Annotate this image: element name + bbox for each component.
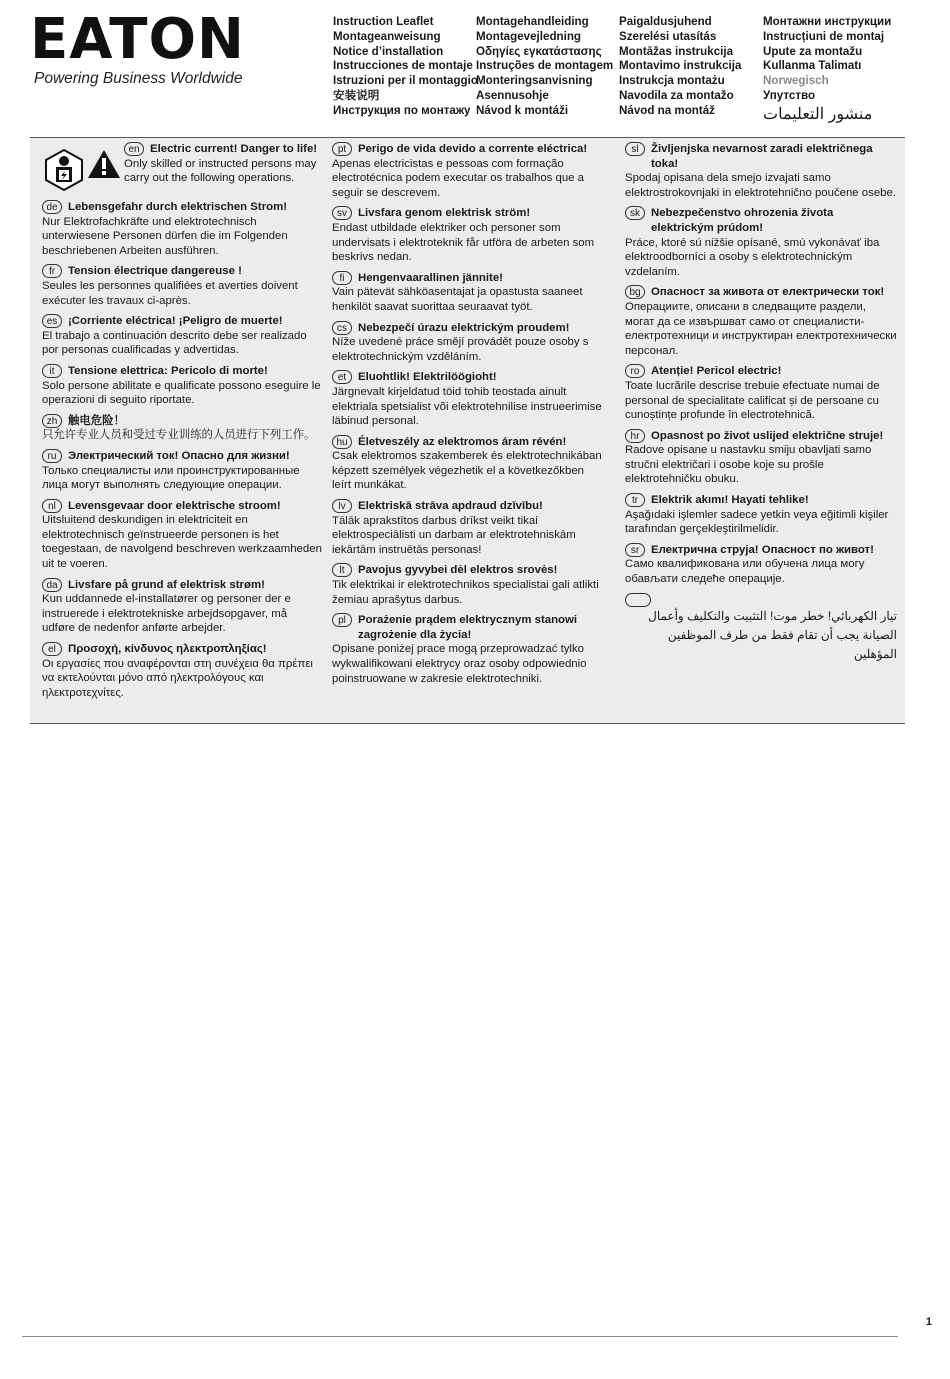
language-code-badge: lt [332, 563, 352, 577]
warning-heading [124, 142, 322, 157]
warning-title: Življenjska nevarnost zaradi električnega toka! [651, 143, 873, 170]
language-title: Návod k montáži [476, 103, 569, 117]
warning-heading [332, 142, 602, 157]
warning-section-pl [332, 613, 602, 686]
warning-panel [30, 137, 905, 724]
language-title: Montagehandleiding [476, 15, 589, 28]
warning-text: Tālāk aprakstītos darbus drīkst veikt tikai elektrospeciālisti un darbam ar elektrotehniskām iekārtām instruētās personas! [332, 514, 576, 556]
language-code-badge: da [42, 578, 62, 592]
language-title: Istruzioni per il montaggio [333, 74, 478, 88]
warning-title: Nebezpečí úrazu elektrickým proudem! [358, 321, 570, 334]
warning-heading [42, 264, 322, 279]
language-code-badge: sl [625, 142, 645, 156]
language-code-badge: hu [332, 435, 352, 449]
language-title: Upute za montažu [763, 44, 863, 58]
language-code-badge: fr [42, 264, 62, 278]
warning-title: Tension électrique dangereuse ! [68, 265, 242, 278]
language-code-badge: zh [42, 414, 62, 428]
warning-title: 触电危险！ [68, 414, 125, 427]
warning-text: Solo persone abilitate e qualificate possono eseguire le operazioni di seguito riportate. [42, 379, 321, 407]
warning-heading [42, 314, 322, 329]
warning-title: Atenție! Pericol electric! [651, 365, 782, 378]
warning-heading [332, 613, 602, 642]
warning-section-sv [332, 206, 602, 264]
warning-text: Только специалисты или проинструктированные лица могут выполнять следующие операции. [42, 464, 300, 492]
language-title: Navodila za montažo [619, 88, 734, 102]
warning-text: Práce, ktoré sú nižšie opísané, smú vykonávať iba elektroodborníci a osoby s elektrotechnickým vzdelaním. [625, 236, 880, 278]
warning-heading [42, 364, 322, 379]
warning-title: Életveszély az elektromos áram révén! [358, 435, 567, 448]
warning-title: Pavojus gyvybei dėl elektros srovės! [358, 564, 558, 577]
warning-heading [332, 321, 602, 336]
language-code-badge: pl [332, 613, 352, 627]
warning-title: Perigo de vida devido a corrente eléctrica! [358, 143, 588, 155]
warning-title: Electric current! Danger to life! [150, 143, 318, 155]
warning-column-3 [625, 142, 897, 670]
language-title: 安装说明 [333, 88, 380, 102]
language-title: منشور التعليمات [763, 105, 873, 123]
language-code-badge: sr [625, 543, 645, 557]
warning-text: Kun uddannede el-installatører og personer der e instruerede i elektrotekniske arbejdsopgaver, må udføre de nedenfor anførte arbejder. [42, 593, 291, 635]
title-column-3 [619, 15, 741, 119]
warning-heading [42, 499, 322, 514]
warning-heading [332, 206, 602, 221]
warning-section-ar [625, 593, 897, 664]
warning-heading [42, 642, 322, 657]
warning-section-sl [625, 142, 897, 200]
language-title: Instrukcja montażu [619, 74, 725, 88]
warning-heading [625, 593, 897, 607]
language-title: Монтажни инструкции [763, 15, 892, 28]
language-code-badge: sk [625, 206, 645, 220]
language-code-badge: it [42, 364, 62, 378]
warning-title: Eluohtlik! Elektrilöögioht! [358, 371, 497, 384]
warning-title: Porażenie prądem elektrycznym stanowi zagrożenie dla życia! [358, 614, 578, 641]
language-title: Instrucciones de montaje [333, 59, 473, 73]
language-title: Οδηγίες εγκατάστασης [476, 44, 602, 58]
warning-section-el [42, 642, 322, 700]
language-code-badge: tr [625, 493, 645, 507]
language-code-badge: el [42, 642, 62, 656]
warning-text: Οι εργασίες που αναφέρονται στη συνέχεια θα πρέπει να εκτελούνται μόνο από ηλεκτρολόγους και ηλεκτροτεχνίτες. [42, 657, 313, 699]
warning-column-1 [42, 142, 322, 706]
warning-section-bg [625, 285, 897, 358]
language-code-badge: nl [42, 499, 62, 513]
warning-text: Apenas electricistas e pessoas com formação electrotécnica podem executar os trabalhos que a seguir se descrevem. [332, 157, 585, 199]
warning-section-et [332, 370, 602, 428]
warning-first-text [124, 142, 322, 194]
warning-section-hr [625, 429, 897, 487]
language-code-badge: pt [332, 142, 352, 156]
language-title: Montavimo instrukcija [619, 59, 742, 73]
warning-text: Csak elektromos szakemberek és elektrotechnikában képzett személyek végezhetik el a következőkben leírt munkákat. [332, 450, 602, 492]
title-column-1 [333, 15, 478, 119]
warning-section-it [42, 364, 322, 408]
warning-section-es [42, 314, 322, 358]
warning-text: Tik elektrikai ir elektrotechnikos specialistai gali atlikti žemiau aprašytus darbus. [332, 579, 599, 606]
warning-text: Aşağıdaki işlemler sadece yetkin veya eğitimli kişiler tarafından gerçekleştirilmelidir. [625, 508, 889, 536]
warning-heading [42, 414, 322, 429]
warning-section-ro [625, 364, 897, 422]
warning-heading [625, 364, 897, 379]
warning-title: Tensione elettrica: Pericolo di morte! [68, 364, 268, 377]
warning-column-2 [332, 142, 602, 692]
warning-section-tr [625, 493, 897, 537]
warning-heading [332, 499, 602, 514]
warning-text: Endast utbildade elektriker och personer som undervisats i elektroteknik får utföra de arbeten som beskrivs nedan. [332, 221, 595, 264]
warning-heading [42, 578, 322, 593]
language-title: Instruções de montagem [476, 59, 614, 73]
warning-text: Vain pätevät sähköasentajat ja opastusta saaneet henkilöt saavat suorittaa seuraavat työt. [332, 286, 583, 313]
warning-heading [332, 370, 602, 385]
warning-title: Lebensgefahr durch elektrischen Strom! [68, 201, 288, 213]
warning-section-sk [625, 206, 897, 279]
qualified-person-icon [42, 148, 86, 192]
warning-first-block [42, 142, 322, 194]
title-column-2 [476, 15, 613, 119]
warning-section-fi [332, 271, 602, 315]
warning-heading [625, 142, 897, 171]
warning-title: Livsfare på grund af elektrisk strøm! [68, 578, 265, 591]
warning-text: Opisane poniżej prace mogą przeprowadzać tylko wykwalifikowani elektrycy oraz osoby odpowiednio poinstruowane w zakresie elektrotechniki. [332, 643, 587, 685]
warning-title: Опасност за живота от електрически ток! [651, 286, 885, 299]
warning-text: Операциите, описани в следващите раздели, могат да се извършват само от специалисти-електротехници и инструктиран електротехнически персонал. [625, 300, 897, 357]
language-title: Instruction Leaflet [333, 15, 434, 28]
warning-heading [332, 563, 602, 578]
warning-section-ru [42, 449, 322, 493]
language-code-badge: lv [332, 499, 352, 513]
warning-text: Nur Elektrofachkräfte und elektrotechnisch unterwiesene Personen dürfen die im Folgenden beschriebenen Arbeiten ausführen. [42, 215, 288, 257]
warning-section-hu [332, 435, 602, 493]
language-title: Szerelési utasítás [619, 29, 717, 43]
warning-text: Seules les personnes qualifiées et averties doivent exécuter les travaux ci-après. [42, 279, 298, 307]
warning-section-fr [42, 264, 322, 308]
language-code-badge: es [42, 314, 62, 328]
warning-section-cs [332, 321, 602, 365]
language-code-badge: de [42, 200, 62, 214]
language-title: Montagevejledning [476, 29, 581, 43]
warning-heading [625, 543, 897, 558]
page-number: 1 [925, 1316, 932, 1328]
warning-heading [625, 285, 897, 300]
language-title: Monteringsanvisning [476, 74, 593, 88]
warning-title: Електрична струја! Опасност по живот! [651, 543, 874, 556]
warning-text: Only skilled or instructed persons may carry out the following operations. [124, 157, 317, 185]
language-title: Упутство [763, 88, 816, 102]
warning-text: Radove opisane u nastavku smiju obavljati samo stručni električari i osobe koje su prošle elektrotehničku obuku. [625, 444, 872, 486]
warning-heading [42, 200, 322, 215]
warning-heading [42, 449, 322, 464]
warning-text: Toate lucrările descrise trebuie efectuate numai de personal de specialitate calificat și de persoane cu cunoștințe profunde în electrotehnică. [625, 379, 880, 422]
warning-title: ¡Corriente eléctrica! ¡Peligro de muerte! [68, 315, 283, 328]
language-title: Инструкция по монтажу [333, 103, 471, 117]
warning-text: 只允许专业人员和受过专业训练的人员进行下列工作。 [42, 429, 316, 442]
language-title: Kullanma Talimatı [763, 59, 862, 73]
warning-title: Elektriskā strāva apdraud dzīvību! [358, 500, 543, 513]
warning-heading [332, 271, 602, 286]
warning-section-da [42, 578, 322, 636]
warning-section-nl [42, 499, 322, 572]
footer-rule [22, 1336, 898, 1337]
language-title: Paigaldusjuhend [619, 15, 712, 28]
warning-icons [42, 142, 124, 194]
language-code-badge: bg [625, 285, 645, 299]
language-title: Návod na montáž [619, 103, 715, 117]
language-code-badge: ru [42, 449, 62, 463]
warning-text: Níže uvedené práce smějí provádět pouze osoby s elektrotechnickým vzděláním. [332, 336, 589, 363]
warning-title: Hengenvaarallinen jännite! [358, 271, 503, 284]
language-title: Notice d’installation [333, 44, 444, 58]
warning-text: تيار الكهربائي! خطر موت! التثبيت والتكليف وأعمال الصيانة يجب أن تقام فقط من طرف الموظفين المؤهلين [648, 608, 897, 661]
danger-triangle-icon [86, 148, 122, 180]
logo-wordmark: EATON [30, 7, 245, 72]
warning-text: Järgnevalt kirjeldatud töid tohib teostada ainult elektriala spetsialist või elektrotehnilise instrueerimise läbinud personal. [332, 385, 602, 428]
warning-title: Προσοχή, κίνδυνος ηλεκτροπληξίας! [68, 643, 267, 656]
warning-text: El trabajo a continuación descrito debe ser realizado por personas cualificadas y advertidas. [42, 329, 307, 357]
warning-title: Elektrik akımı! Hayati tehlike! [651, 494, 809, 507]
language-title: Montāžas instrukcija [619, 44, 734, 58]
warning-section-pt [332, 142, 602, 200]
warning-title: Opasnost po život uslijed električne struje! [651, 429, 884, 442]
language-title: Montageanweisung [333, 29, 441, 43]
warning-heading [625, 429, 897, 444]
warning-text: Spodaj opisana dela smejo izvajati samo elektrostrokovnjaki in elektrotehnično poučene osebe. [625, 172, 897, 199]
language-title: Instrucțiuni de montaj [763, 29, 885, 43]
warning-section-lv [332, 499, 602, 557]
language-code-badge: fi [332, 271, 352, 285]
warning-section-en [42, 142, 322, 194]
warning-section-de [42, 200, 322, 258]
warning-section-lt [332, 563, 602, 607]
warning-title: Livsfara genom elektrisk ström! [358, 207, 531, 220]
title-column-4 [763, 15, 891, 124]
language-code-badge: cs [332, 321, 352, 335]
warning-title: Nebezpečenstvo ohrozenia života elektrickým prúdom! [651, 207, 834, 234]
warning-text: Uitsluitend deskundigen in elektriciteit en elektrotechnisch geïnstrueerde personen is het toegestaan, de navolgend beschreven werkzaamheden uit te voeren. [42, 514, 322, 571]
language-title: Asennusohje [476, 88, 549, 102]
language-code-badge: sv [332, 206, 352, 220]
warning-heading [625, 493, 897, 508]
warning-section-zh [42, 414, 322, 443]
language-code-badge [625, 593, 651, 607]
warning-heading [625, 206, 897, 235]
language-code-badge: et [332, 370, 352, 384]
warning-section-sr [625, 543, 897, 587]
language-code-badge: ro [625, 364, 645, 378]
language-title: Norwegisch [763, 74, 829, 88]
warning-heading [332, 435, 602, 450]
warning-title: Электрический ток! Опасно для жизни! [68, 449, 290, 462]
warning-text: Само квалификована или обучена лица могу обављати следеће операције. [625, 558, 865, 586]
tagline: Powering Business Worldwide [34, 70, 243, 87]
language-code-badge: en [124, 142, 144, 156]
warning-title: Levensgevaar door elektrische stroom! [68, 499, 281, 512]
language-code-badge: hr [625, 429, 645, 443]
